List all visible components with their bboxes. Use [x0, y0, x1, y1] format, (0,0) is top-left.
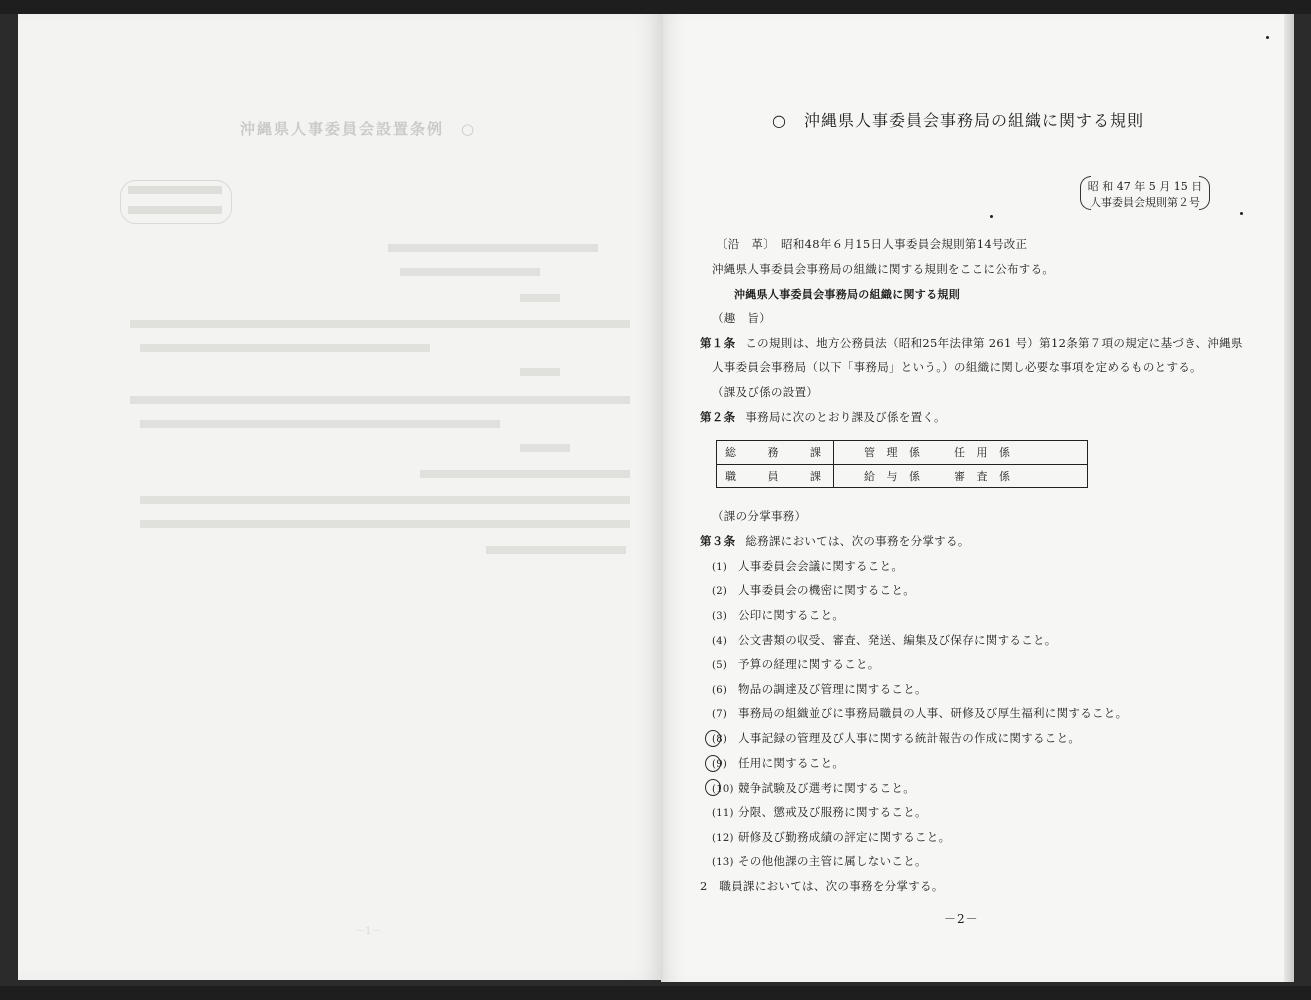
heading-duties: （課の分掌事務）: [712, 509, 807, 523]
article-1: [700, 335, 1243, 351]
handwritten-circle-mark: [705, 730, 721, 747]
article-2-label: 第２条: [700, 410, 736, 424]
list-item: (1) 人事委員会会議に関すること。: [712, 559, 904, 573]
list-item: (9) 任用に関すること。: [712, 756, 845, 770]
ghost-line: [140, 496, 630, 504]
list-item: (5) 予算の経理に関すること。: [712, 657, 880, 671]
sections-cell: 給 与 係 審 査 係: [834, 464, 1088, 488]
ghost-line: [140, 344, 430, 352]
handwritten-circle-mark: [705, 755, 721, 772]
list-item: (6) 物品の調達及び管理に関すること。: [712, 682, 927, 696]
list-item: (11) 分限、懲戒及び服務に関すること。: [712, 805, 927, 819]
article-3: [700, 533, 970, 549]
rule-name: 沖縄県人事委員会事務局の組織に関する規則: [734, 288, 960, 301]
left-page-ghost-page-number: －1－: [355, 926, 382, 937]
revision-history: 〔沿 革〕 昭和48年６月15日人事委員会規則第14号改正: [716, 237, 1028, 251]
right-page-edge: [1284, 14, 1294, 982]
list-item: (10) 競争試験及び選考に関すること。: [712, 781, 915, 795]
article-1-text: この規則は、地方公務員法（昭和25年法律第 261 号）第12条第７項の規定に基づき、沖縄県: [745, 336, 1243, 350]
paragraph-2: 2 職員課においては、次の事務を分掌する。: [700, 879, 944, 893]
ghost-line: [486, 546, 626, 554]
handwritten-circle-mark: [705, 779, 721, 796]
ghost-line: [130, 320, 630, 328]
scan-border-top: [0, 0, 1311, 14]
list-item: (12) 研修及び勤務成績の評定に関すること。: [712, 830, 951, 844]
article-3-text: 総務課においては、次の事務を分掌する。: [745, 534, 970, 548]
table-row: [717, 441, 1088, 465]
article-1-label: 第１条: [700, 336, 736, 350]
list-item: (2) 人事委員会の機密に関すること。: [712, 583, 915, 597]
sections-cell: 管 理 係 任 用 係: [834, 441, 1088, 465]
article-3-label: 第３条: [700, 534, 736, 548]
enactment-date: 昭 和 47 年 5 月 15 日: [1087, 180, 1203, 193]
ghost-line: [520, 294, 560, 302]
promulgation-statement: 沖縄県人事委員会事務局の組織に関する規則をここに公布する。: [712, 262, 1055, 276]
enactment-date-block: [1080, 176, 1210, 208]
list-item: (3) 公印に関すること。: [712, 608, 845, 622]
article-2-text: 事務局に次のとおり課及び係を置く。: [745, 410, 946, 424]
dust-mark: [990, 215, 993, 218]
ghost-line: [128, 206, 222, 214]
dust-mark: [1240, 212, 1243, 215]
ghost-line: [130, 396, 630, 404]
division-cell: 総 務 課: [717, 441, 834, 465]
heading-divisions: （課及び係の設置）: [712, 385, 819, 399]
list-item: (4) 公文書類の収受、審査、発送、編集及び保存に関すること。: [712, 633, 1057, 647]
ghost-line: [400, 268, 540, 276]
document-title: ○ 沖縄県人事委員会事務局の組織に関する規則: [772, 111, 1144, 130]
dust-mark: [1266, 36, 1269, 39]
ghost-line: [388, 244, 598, 252]
ghost-line: [140, 420, 500, 428]
rule-number: 人事委員会規則第２号: [1090, 196, 1200, 209]
table-row: [717, 464, 1088, 488]
scan-border-bottom: [0, 986, 1311, 1000]
list-item: (13) その他他課の主管に属しないこと。: [712, 854, 927, 868]
ghost-line: [520, 368, 560, 376]
division-cell: 職 員 課: [717, 464, 834, 488]
ghost-line: [128, 186, 222, 194]
ghost-line: [520, 444, 570, 452]
ghost-line: [420, 470, 630, 478]
ghost-line: [140, 520, 630, 528]
divisions-table: [716, 440, 1088, 488]
left-page-ghost-title: 沖縄県人事委員会設置条例 ○: [240, 120, 477, 138]
list-item: (7) 事務局の組織並びに事務局職員の人事、研修及び厚生福利に関すること。: [712, 706, 1128, 720]
article-2: [700, 409, 946, 425]
article-1-continuation: 人事委員会事務局（以下「事務局」という。）の組織に関し必要な事項を定めるものとする。: [712, 360, 1202, 374]
list-item: (8) 人事記録の管理及び人事に関する統計報告の作成に関すること。: [712, 731, 1081, 745]
heading-purpose: （趣 旨）: [712, 311, 771, 325]
page-number: －2－: [944, 912, 979, 926]
